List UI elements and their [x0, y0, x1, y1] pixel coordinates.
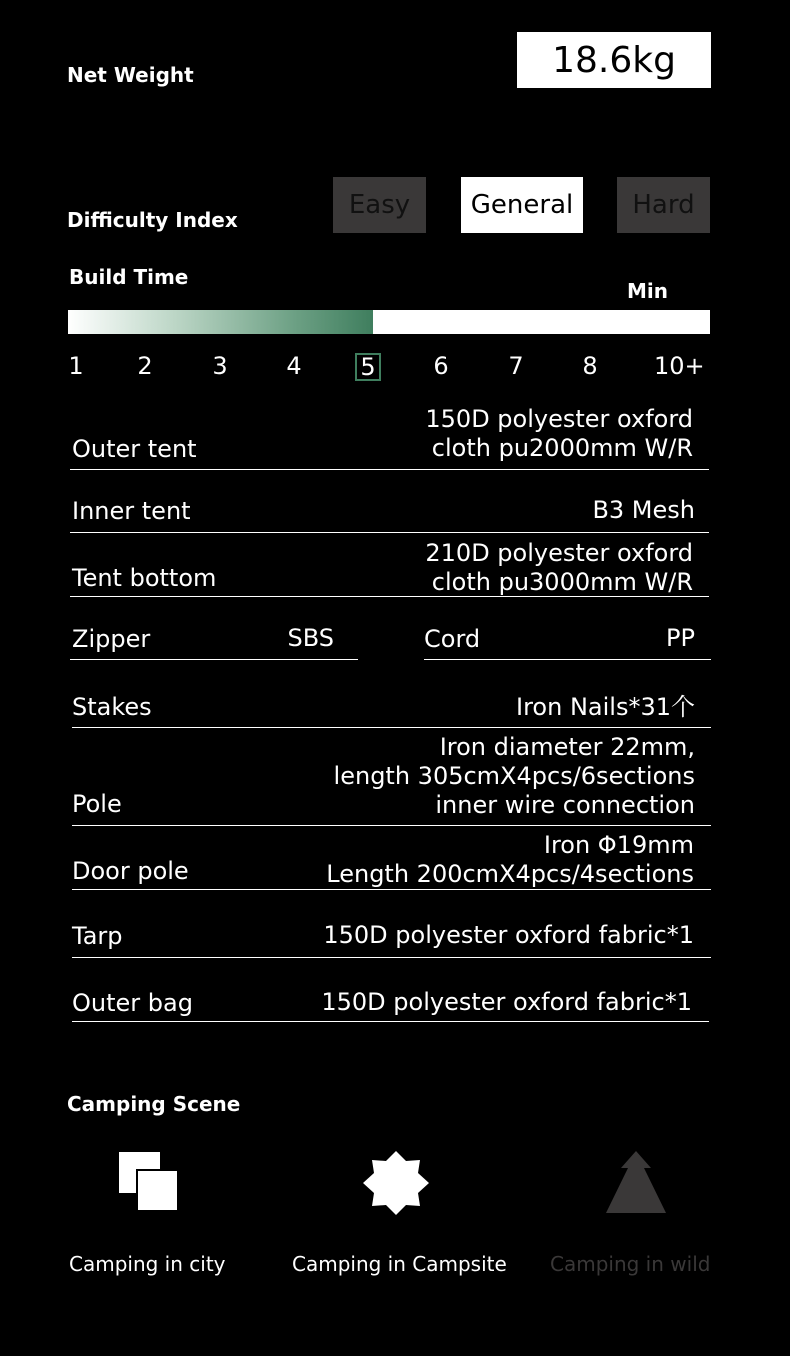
- tarp-label: Tarp: [72, 922, 123, 950]
- outer-tent-label: Outer tent: [72, 435, 197, 463]
- squares-icon: [118, 1151, 180, 1213]
- inner-tent-value: B3 Mesh: [592, 496, 695, 524]
- net-weight-value: 18.6kg: [517, 32, 711, 88]
- build-time-tick: 7: [508, 352, 524, 380]
- scene-city-label: Camping in city: [69, 1252, 226, 1276]
- difficulty-easy-button[interactable]: Easy: [333, 177, 426, 233]
- build-time-tick: 10+: [654, 352, 705, 380]
- tarp-value: 150D polyester oxford fabric*1: [323, 921, 694, 949]
- star-badge-icon: [362, 1150, 430, 1216]
- camping-scene-label: Camping Scene: [67, 1092, 241, 1116]
- zipper-label: Zipper: [72, 625, 151, 653]
- scene-wild-label: Camping in wild: [550, 1252, 711, 1276]
- divider: [72, 1021, 709, 1022]
- build-time-tick: 2: [137, 352, 153, 380]
- net-weight-label: Net Weight: [67, 63, 194, 87]
- outer-tent-value: 150D polyester oxford cloth pu2000mm W/R: [425, 405, 693, 462]
- divider: [72, 889, 711, 890]
- difficulty-general-button[interactable]: General: [461, 177, 583, 233]
- build-time-tick: 6: [433, 352, 449, 380]
- divider: [70, 596, 709, 597]
- cord-label: Cord: [424, 625, 481, 653]
- door-pole-label: Door pole: [72, 857, 189, 885]
- divider: [424, 659, 711, 660]
- cord-value: PP: [666, 624, 695, 652]
- build-time-tick-selected: 5: [355, 353, 381, 381]
- pole-label: Pole: [72, 790, 122, 818]
- divider: [70, 659, 358, 660]
- build-time-tick: 1: [68, 352, 84, 380]
- divider: [72, 957, 711, 958]
- stakes-value: Iron Nails*31个: [516, 693, 695, 721]
- pole-value: Iron diameter 22mm, length 305cmX4pcs/6sections inner wire connection: [333, 733, 695, 819]
- divider: [72, 825, 711, 826]
- build-time-unit: Min: [627, 279, 668, 303]
- divider: [70, 469, 709, 470]
- inner-tent-label: Inner tent: [72, 497, 191, 525]
- build-time-tick: 4: [286, 352, 302, 380]
- tree-icon: [604, 1150, 668, 1214]
- build-time-label: Build Time: [69, 265, 189, 289]
- divider: [72, 727, 711, 728]
- difficulty-hard-button[interactable]: Hard: [617, 177, 710, 233]
- outer-bag-label: Outer bag: [72, 989, 193, 1017]
- door-pole-value: Iron Φ19mm Length 200cmX4pcs/4sections: [326, 831, 694, 888]
- outer-bag-value: 150D polyester oxford fabric*1: [321, 988, 692, 1016]
- stakes-label: Stakes: [72, 693, 152, 721]
- scene-campsite-label: Camping in Campsite: [292, 1252, 507, 1276]
- tent-bottom-value: 210D polyester oxford cloth pu3000mm W/R: [425, 539, 693, 596]
- zipper-value: SBS: [287, 624, 334, 652]
- build-time-tick: 3: [212, 352, 228, 380]
- tent-bottom-label: Tent bottom: [72, 564, 217, 592]
- build-time-bar: [68, 310, 710, 334]
- divider: [70, 532, 709, 533]
- build-time-tick: 8: [582, 352, 598, 380]
- difficulty-label: Difficulty Index: [67, 208, 238, 232]
- build-time-bar-fill: [68, 310, 373, 334]
